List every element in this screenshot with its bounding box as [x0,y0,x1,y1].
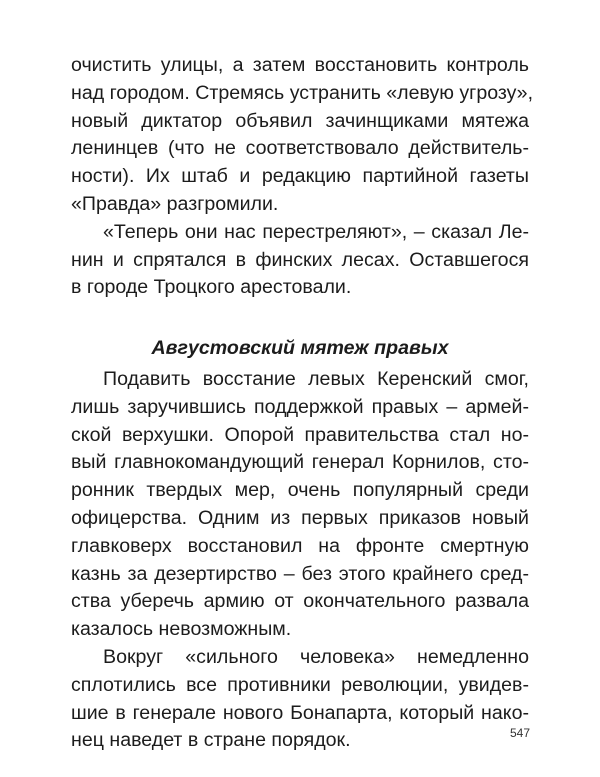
text-line: вый главнокомандующий генерал Корнилов, сто- [71,451,529,474]
text-line: офицерства. Одним из первых приказов новый [71,506,529,529]
text-line: шие в генерале нового Бонапарта, который нако- [71,701,529,724]
page-number: 547 [510,726,531,740]
page-body [71,52,534,755]
text-line: ности). Их штаб и редакцию партийной газеты [71,165,529,188]
text-line: «Теперь они нас перестреляют», – сказал Ле- [103,220,529,243]
text-line: казалось невозможным. [71,618,292,641]
text-line: в городе Троцкого арестовали. [71,276,352,299]
paragraph-2 [71,219,529,302]
text-line: Вокруг «сильного человека» немедленно [103,645,529,668]
text-line: казнь за дезертирство – без этого крайнего сред- [71,562,529,585]
text-line: нец наведет в стране порядок. [71,729,351,752]
text-line: над городом. Стремясь устранить «левую угрозу», [71,81,534,104]
paragraph-3 [71,366,529,644]
text-line: Подавить восстание левых Керенский смог, [103,367,529,390]
text-line: ленинцев (что не соответствовало действитель- [71,137,529,160]
text-line: новый диктатор объявил зачинщиками мятежа [71,109,529,132]
text-line: ства уберечь армию от окончательного развала [71,590,529,613]
text-line: нин и спрятался в финских лесах. Оставшегося [71,248,529,271]
text-line: лишь заручившись поддержкой правых – армей- [71,395,529,418]
text-line: главковерх восстановил на фронте смертную [71,534,529,557]
text-line: ронник твердых мер, очень популярный среди [71,479,529,502]
text-line: ской верхушки. Опорой правительства стал но- [71,423,529,446]
text-line: сплотились все противники революции, увидев- [71,673,529,696]
paragraph-1 [71,52,534,219]
text-line: «Правда» разгромили. [71,192,279,215]
paragraph-4 [71,644,529,755]
text-line: очистить улицы, а затем восстановить контроль [71,54,529,76]
section-heading: Августовский мятеж правых [151,337,449,360]
